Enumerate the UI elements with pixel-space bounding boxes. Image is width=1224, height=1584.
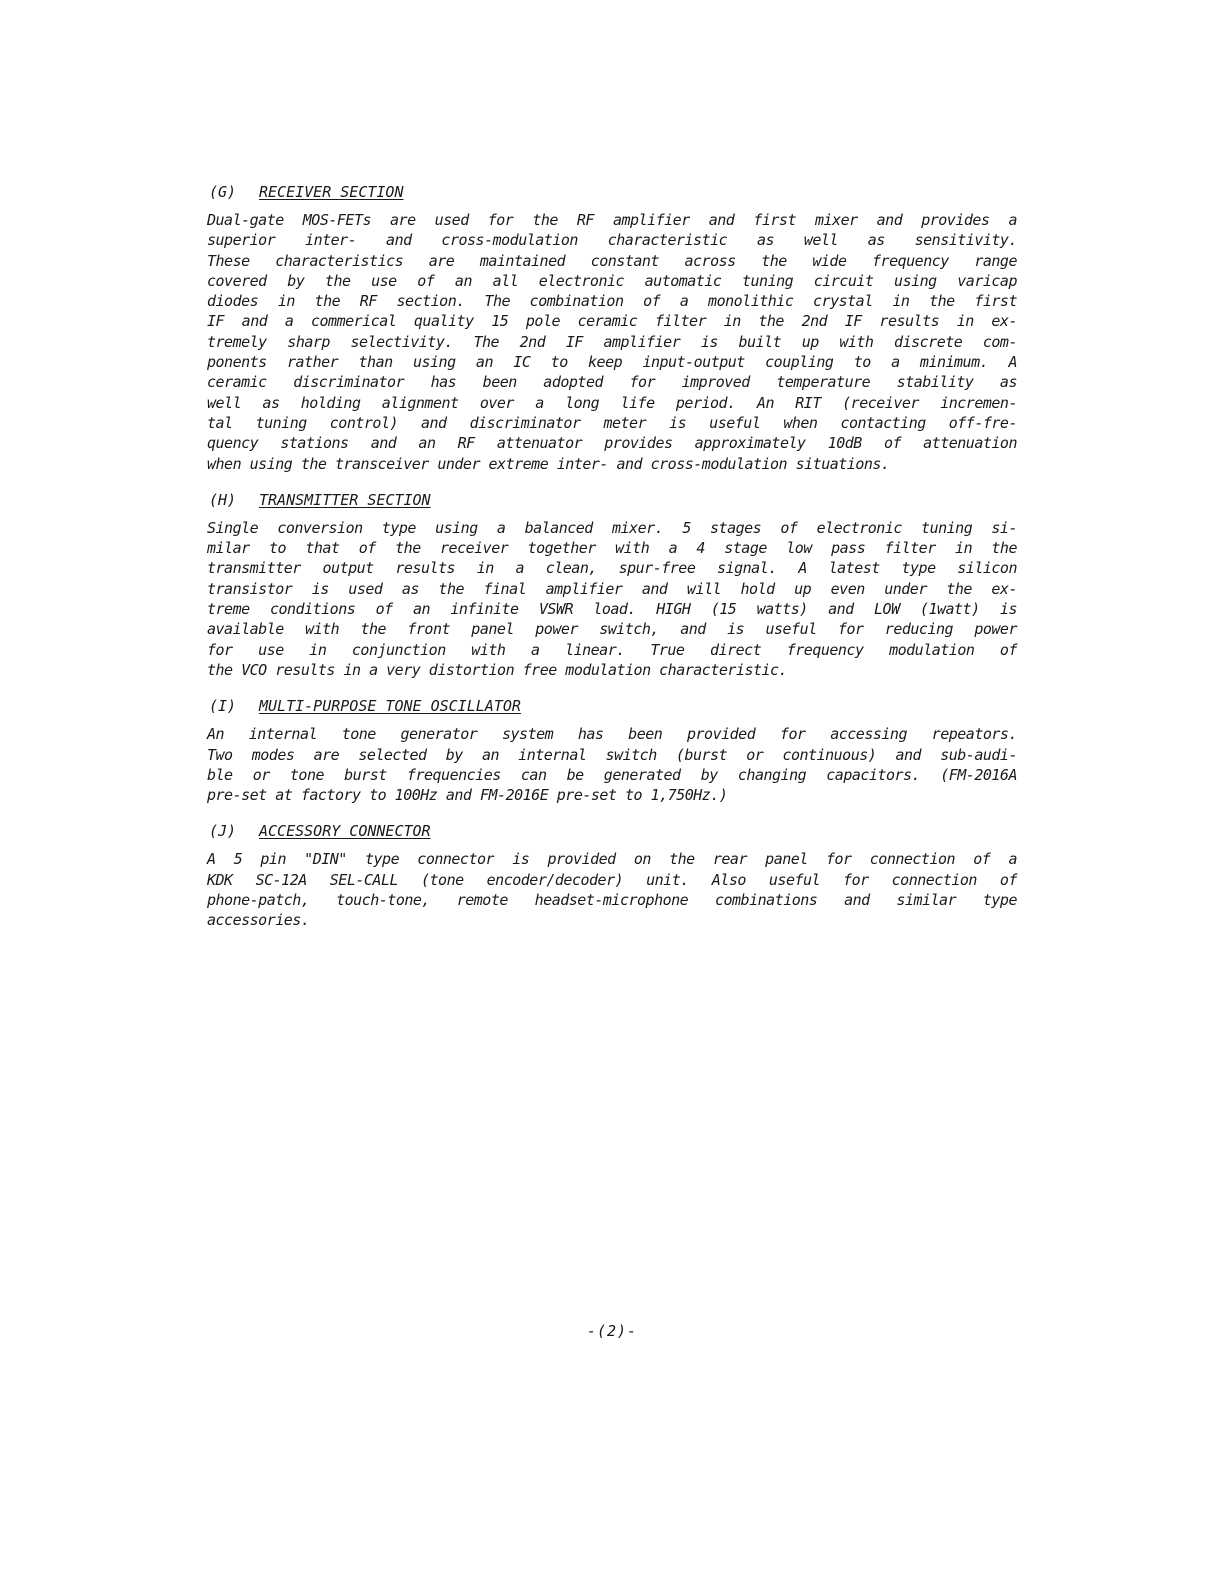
- section-paragraph: [207, 518, 1017, 680]
- section-letter: (G): [209, 183, 237, 201]
- section-heading: [209, 696, 1017, 716]
- text-line: quency stations and an RF attenuator provides approximately 10dB of attenuation: [207, 434, 1017, 453]
- text-line: An internal tone generator system has been provided for accessing repeators.: [207, 725, 1017, 744]
- section-title: ACCESSORY CONNECTOR: [259, 822, 431, 841]
- section-h: [207, 490, 1017, 680]
- section-title: RECEIVER SECTION: [259, 183, 404, 201]
- text-line: Dual-gate MOS-FETs are used for the RF amplifier and first mixer and provides a: [207, 211, 1017, 229]
- text-line: Single conversion type using a balanced mixer. 5 stages of electronic tuning si-: [207, 518, 1017, 537]
- text-line: well as holding alignment over a long life period. An RIT (receiver incremen-: [207, 393, 1017, 412]
- text-line: ponents rather than using an IC to keep input-output coupling to a minimum. A: [207, 353, 1017, 372]
- section-heading: [209, 821, 1017, 841]
- section-letter: (I): [209, 697, 237, 716]
- text-line: ceramic discriminator has been adopted for improved temperature stability as: [207, 373, 1017, 392]
- section-title: MULTI-PURPOSE TONE OSCILLATOR: [259, 697, 521, 716]
- section-heading: [209, 182, 1017, 202]
- text-line: ble or tone burst frequencies can be generated by changing capacitors. (FM-2016A: [207, 765, 1017, 784]
- section-paragraph: [207, 724, 1017, 805]
- text-line: available with the front panel power switch, and is useful for reducing power: [207, 620, 1017, 639]
- text-line: pre-set at factory to 100Hz and FM-2016E pre-set to 1,750Hz.): [207, 786, 728, 805]
- text-line: transmitter output results in a clean, spur-free signal. A latest type silicon: [207, 559, 1017, 578]
- text-line: the VCO results in a very distortion free modulation characteristic.: [207, 660, 788, 679]
- section-g: [207, 182, 1017, 474]
- text-line: for use in conjunction with a linear. True direct frequency modulation of: [207, 640, 1017, 659]
- text-line: tremely sharp selectivity. The 2nd IF amplifier is built up with discrete com-: [207, 332, 1017, 351]
- text-line: milar to that of the receiver together with a 4 stage low pass filter in the: [207, 539, 1017, 558]
- section-letter: (H): [209, 490, 237, 509]
- text-line: covered by the use of an all electronic automatic tuning circuit using varicap: [207, 271, 1017, 290]
- document-page: [207, 182, 1017, 947]
- text-line: IF and a commerical quality 15 pole ceramic filter in the 2nd IF results in ex-: [207, 312, 1017, 331]
- section-j: [207, 821, 1017, 930]
- text-line: These characteristics are maintained constant across the wide frequency range: [207, 251, 1017, 270]
- section-title: TRANSMITTER SECTION: [259, 490, 431, 509]
- text-line: KDK SC-12A SEL-CALL (tone encoder/decoder) unit. Also useful for connection of: [207, 870, 1017, 889]
- text-line: Two modes are selected by an internal switch (burst or continuous) and sub-audi-: [207, 745, 1017, 764]
- text-line: transistor is used as the final amplifier and will hold up even under the ex-: [207, 579, 1017, 598]
- text-line: phone-patch, touch-tone, remote headset-microphone combinations and similar type: [207, 891, 1017, 910]
- text-line: tal tuning control) and discriminator meter is useful when contacting off-fre-: [207, 413, 1017, 432]
- text-line: diodes in the RF section. The combination of a monolithic crystal in the first: [207, 292, 1017, 311]
- text-line: accessories.: [207, 911, 310, 930]
- text-line: when using the transceiver under extreme inter- and cross-modulation situations.: [207, 454, 890, 473]
- section-paragraph: [207, 849, 1017, 930]
- text-line: A 5 pin "DIN" type connector is provided on the rear panel for connection of a: [207, 850, 1017, 869]
- text-line: treme conditions of an infinite VSWR load. HIGH (15 watts) and LOW (1watt) is: [207, 600, 1017, 619]
- section-i: [207, 696, 1017, 805]
- section-heading: [209, 490, 1017, 510]
- section-paragraph: [207, 210, 1017, 474]
- text-line: superior inter- and cross-modulation characteristic as well as sensitivity.: [207, 231, 1017, 250]
- section-letter: (J): [209, 822, 237, 841]
- page-number: -(2)-: [586, 1322, 638, 1340]
